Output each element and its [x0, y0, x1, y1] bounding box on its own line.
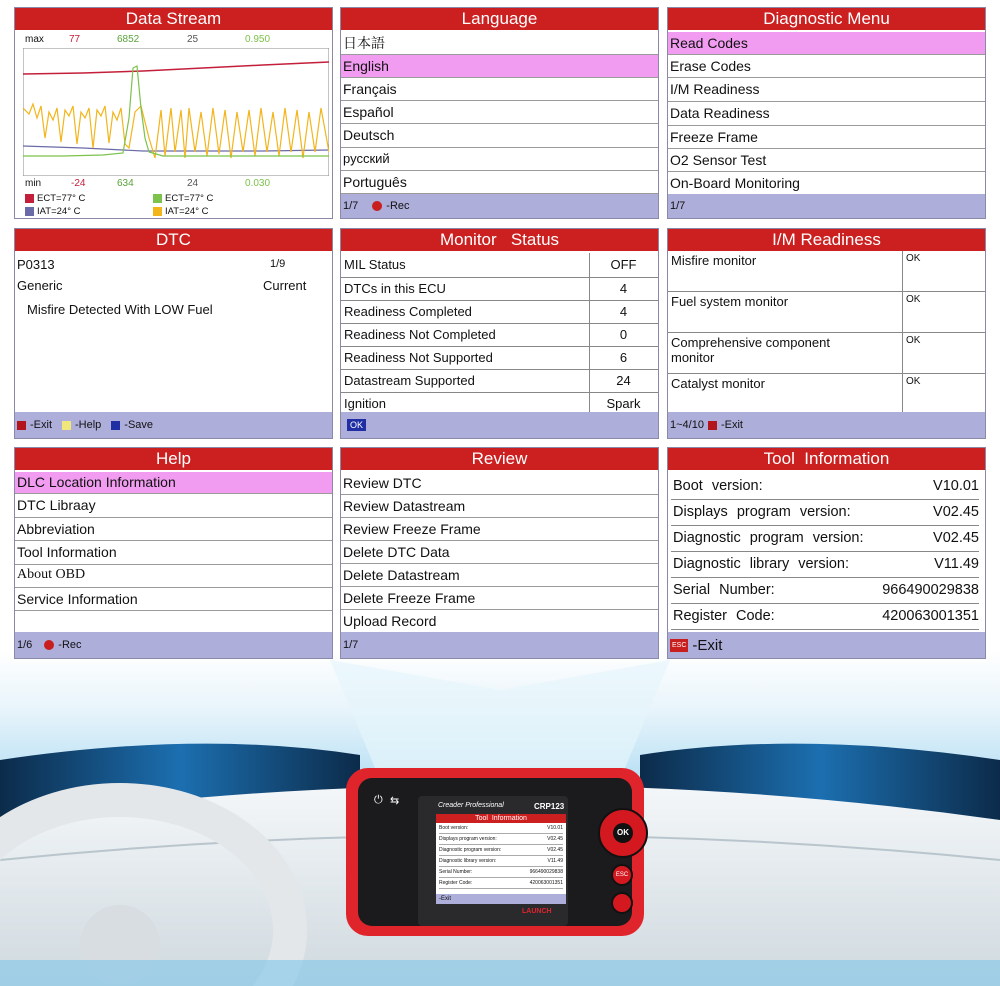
row-value: 0 [619, 327, 628, 342]
info-value: V02.45 [933, 504, 979, 520]
row-value: 4 [619, 304, 628, 319]
language-option-selected[interactable]: English [341, 55, 658, 78]
review-item[interactable]: Review Datastream [341, 495, 658, 518]
help-empty-row [15, 611, 332, 633]
info-label: Register Code: [673, 608, 775, 624]
screen-row-value: V02.45 [547, 836, 563, 842]
row-label: Misfire monitor [671, 253, 757, 268]
table-row [668, 374, 985, 415]
table-row [341, 253, 658, 278]
review-title: Review [341, 448, 658, 470]
screen-row-value: V02.45 [547, 847, 563, 853]
save-key-icon[interactable] [111, 421, 120, 430]
info-value: V11.49 [934, 556, 979, 572]
info-label: Displays program version: [673, 504, 851, 520]
monitor-status-title: Monitor Status [341, 229, 658, 251]
legend-iat-orange [153, 206, 209, 217]
language-option[interactable]: Deutsch [341, 124, 658, 148]
row-value: OK [906, 335, 921, 346]
tool-info-footer [668, 632, 985, 658]
language-option[interactable]: Español [341, 101, 658, 124]
row-label: Catalyst monitor [671, 376, 765, 391]
row-value: OFF [610, 257, 637, 272]
max-rpm: 6852 [117, 34, 140, 45]
row-value: 24 [616, 373, 631, 388]
dtc-title: DTC [15, 229, 332, 251]
legend-swatch [153, 194, 162, 203]
table-row [341, 324, 658, 347]
row-label: Readiness Completed [344, 304, 472, 319]
row-label: Fuel system monitor [671, 294, 789, 309]
im-readiness-table [668, 251, 985, 415]
esc-key-icon[interactable]: ESC [670, 639, 688, 652]
row-value: OK [906, 253, 921, 264]
exit-label: -Exit [720, 419, 743, 431]
screen-row-label: Diagnostic library version: [439, 858, 497, 864]
max-o2: 0.950 [245, 34, 271, 45]
dtc-type: Generic [17, 278, 63, 293]
table-row [341, 370, 658, 393]
dtc-description: Misfire Detected With LOW Fuel [27, 302, 213, 317]
screen-footer: -Exit [436, 894, 566, 904]
info-label: Diagnostic library version: [673, 556, 850, 572]
language-panel [340, 7, 659, 219]
data-stream-title: Data Stream [15, 8, 332, 30]
screen-row-label: Boot version: [439, 825, 469, 831]
screen-row-label: Register Code: [439, 880, 473, 886]
table-row [341, 301, 658, 324]
language-title: Language [341, 8, 658, 30]
tool-info-title: Tool Information [668, 448, 985, 470]
help-item-dtc-library[interactable]: DTC Libraay [15, 494, 332, 518]
table-row [668, 251, 985, 292]
device-brand: Creader Professional [438, 802, 504, 809]
legend-text: IAT=24° C [37, 206, 81, 217]
dtc-panel [14, 228, 333, 439]
language-option[interactable]: русский [341, 148, 658, 171]
screen-row-value: V10.01 [547, 825, 563, 831]
help-panel [14, 447, 333, 659]
dtc-code: P0313 [17, 257, 55, 272]
help-label: -Help [75, 419, 102, 431]
screen-rows [436, 823, 566, 889]
review-item[interactable]: Review Freeze Frame [341, 518, 658, 541]
row-label: Ignition [344, 396, 386, 411]
legend-ect-green [153, 193, 213, 204]
menu-item-im-readiness[interactable]: I/M Readiness [668, 78, 985, 102]
scanner-device [346, 768, 644, 936]
row-label: Readiness Not Completed [344, 327, 496, 342]
info-value: V02.45 [933, 530, 979, 546]
table-row [668, 292, 985, 333]
info-row [671, 604, 979, 630]
review-item[interactable]: Delete DTC Data [341, 541, 658, 564]
ok-button[interactable]: OK [613, 823, 633, 843]
row-value: 4 [619, 281, 628, 296]
info-row [671, 526, 979, 552]
menu-item-data-readiness[interactable]: Data Readiness [668, 102, 985, 126]
review-item[interactable]: Upload Record [343, 613, 437, 629]
diagnostic-menu-title: Diagnostic Menu [668, 8, 985, 30]
help-item-tool-info[interactable]: Tool Information [15, 541, 332, 565]
dtc-status: Current [263, 278, 307, 293]
dtc-footer [15, 412, 332, 438]
screen-row [439, 878, 563, 889]
info-value: 966490029838 [882, 582, 979, 598]
record-icon[interactable] [372, 201, 382, 211]
device-model: CRP123 [534, 802, 565, 811]
legend-ect-red [25, 193, 85, 204]
row-label: MIL Status [344, 257, 406, 272]
help-key-icon[interactable] [62, 421, 71, 430]
screen-row [439, 867, 563, 878]
monitor-status-panel [340, 228, 659, 439]
record-label: -Rec [58, 639, 82, 651]
data-stream-panel [14, 7, 333, 219]
help-button[interactable] [611, 892, 633, 914]
page-indicator: 1/7 [343, 639, 359, 651]
info-value: V10.01 [933, 478, 979, 494]
power-icon[interactable]: ⏻ [374, 794, 383, 806]
legend-swatch [153, 207, 162, 216]
device-screen [436, 814, 566, 904]
esc-button[interactable]: ESC [611, 864, 633, 886]
row-label: Readiness Not Supported [344, 350, 493, 365]
data-stream-graph [23, 48, 329, 176]
exit-key-icon[interactable] [708, 421, 717, 430]
language-option[interactable]: Français [341, 78, 658, 101]
monitor-status-table [341, 253, 658, 415]
info-label: Diagnostic program version: [673, 530, 864, 546]
ok-button[interactable]: OK [347, 419, 366, 431]
row-value: 6 [619, 350, 628, 365]
legend-text: ECT=77° C [37, 193, 86, 204]
save-label: -Save [124, 419, 154, 431]
info-row [671, 474, 979, 500]
info-row [671, 552, 979, 578]
row-label: Datastream Supported [344, 373, 475, 388]
info-row [671, 500, 979, 526]
info-label: Serial Number: [673, 582, 775, 598]
max-ect: 77 [69, 34, 81, 45]
info-row [671, 578, 979, 604]
legend-text: IAT=24° C [165, 206, 209, 217]
table-row [341, 278, 658, 301]
max-label: max [25, 34, 44, 45]
menu-item-erase-codes[interactable]: Erase Codes [668, 55, 985, 78]
help-item-dlc-location[interactable]: DLC Location Information [15, 472, 332, 494]
page-indicator: 1/7 [343, 200, 359, 212]
review-item[interactable]: Delete Datastream [341, 564, 658, 587]
row-label: DTCs in this ECU [344, 281, 446, 296]
row-value: OK [906, 376, 921, 387]
dtc-page: 1/9 [270, 258, 286, 270]
menu-item-o2-sensor[interactable]: O2 Sensor Test [668, 149, 985, 172]
min-iat: 24 [187, 178, 199, 189]
table-row [668, 333, 985, 374]
screen-row-label: Diagnostic program version: [439, 847, 502, 853]
min-rpm: 634 [117, 178, 134, 189]
legend-swatch [25, 194, 34, 203]
device-maker: LAUNCH [522, 908, 552, 915]
table-row [341, 347, 658, 370]
diagnostic-menu-panel [667, 7, 986, 219]
info-label: Boot version: [673, 478, 763, 494]
screen-row [439, 834, 563, 845]
screen-row-value: 420063001351 [529, 880, 563, 886]
review-panel [340, 447, 659, 659]
review-item[interactable]: Review DTC [341, 472, 658, 495]
min-label: min [25, 178, 42, 189]
review-footer [341, 632, 658, 658]
page-indicator: 1~4/10 [670, 419, 704, 431]
menu-item-freeze-frame[interactable]: Freeze Frame [668, 126, 985, 149]
min-ect: -24 [71, 178, 86, 189]
im-readiness-footer [668, 412, 985, 438]
screen-row-label: Displays program version: [439, 836, 497, 842]
monitor-status-footer [341, 412, 658, 438]
language-option[interactable]: 日本語 [341, 32, 658, 55]
im-readiness-panel [667, 228, 986, 439]
diagnostic-menu-footer [668, 194, 985, 218]
info-value: 420063001351 [882, 608, 979, 624]
menu-item-read-codes[interactable]: Read Codes [668, 32, 985, 55]
legend-swatch [25, 207, 34, 216]
help-title: Help [15, 448, 332, 470]
row-value: Spark [606, 396, 641, 411]
record-icon[interactable] [44, 640, 54, 650]
tool-info-panel [667, 447, 986, 659]
page-indicator: 1/7 [670, 200, 686, 212]
exit-label: -Exit [692, 636, 723, 654]
dpad[interactable] [598, 808, 648, 858]
review-item[interactable]: Delete Freeze Frame [341, 587, 658, 610]
legend-text: ECT=77° C [165, 193, 214, 204]
legend-iat-purple [25, 206, 81, 217]
screen-row-value: V11.49 [547, 858, 563, 864]
language-footer [341, 194, 658, 218]
im-readiness-title: I/M Readiness [668, 229, 985, 251]
max-iat: 25 [187, 34, 199, 45]
record-label: -Rec [386, 200, 410, 212]
help-item-abbreviation[interactable]: Abbreviation [15, 518, 332, 541]
screen-row-value: 966490029838 [529, 869, 563, 875]
exit-key-icon[interactable] [17, 421, 26, 430]
help-item-about-obd[interactable]: About OBD [15, 565, 332, 588]
exit-label: -Exit [30, 419, 52, 431]
row-value: OK [906, 294, 921, 305]
page-indicator: 1/6 [17, 639, 33, 651]
min-o2: 0.030 [245, 178, 271, 189]
screen-title: Tool Information [436, 814, 566, 823]
menu-item-onboard-monitoring[interactable]: On-Board Monitoring [668, 172, 985, 195]
help-item-service-info[interactable]: Service Information [15, 588, 332, 611]
screen-row [439, 823, 563, 834]
screen-row [439, 856, 563, 867]
language-option[interactable]: Português [341, 171, 658, 194]
screen-row [439, 845, 563, 856]
swap-icon[interactable]: ⇆ [390, 795, 400, 807]
help-footer [15, 632, 332, 658]
row-label: Comprehensive component monitor [671, 335, 830, 365]
screen-row-label: Serial Number: [439, 869, 473, 875]
